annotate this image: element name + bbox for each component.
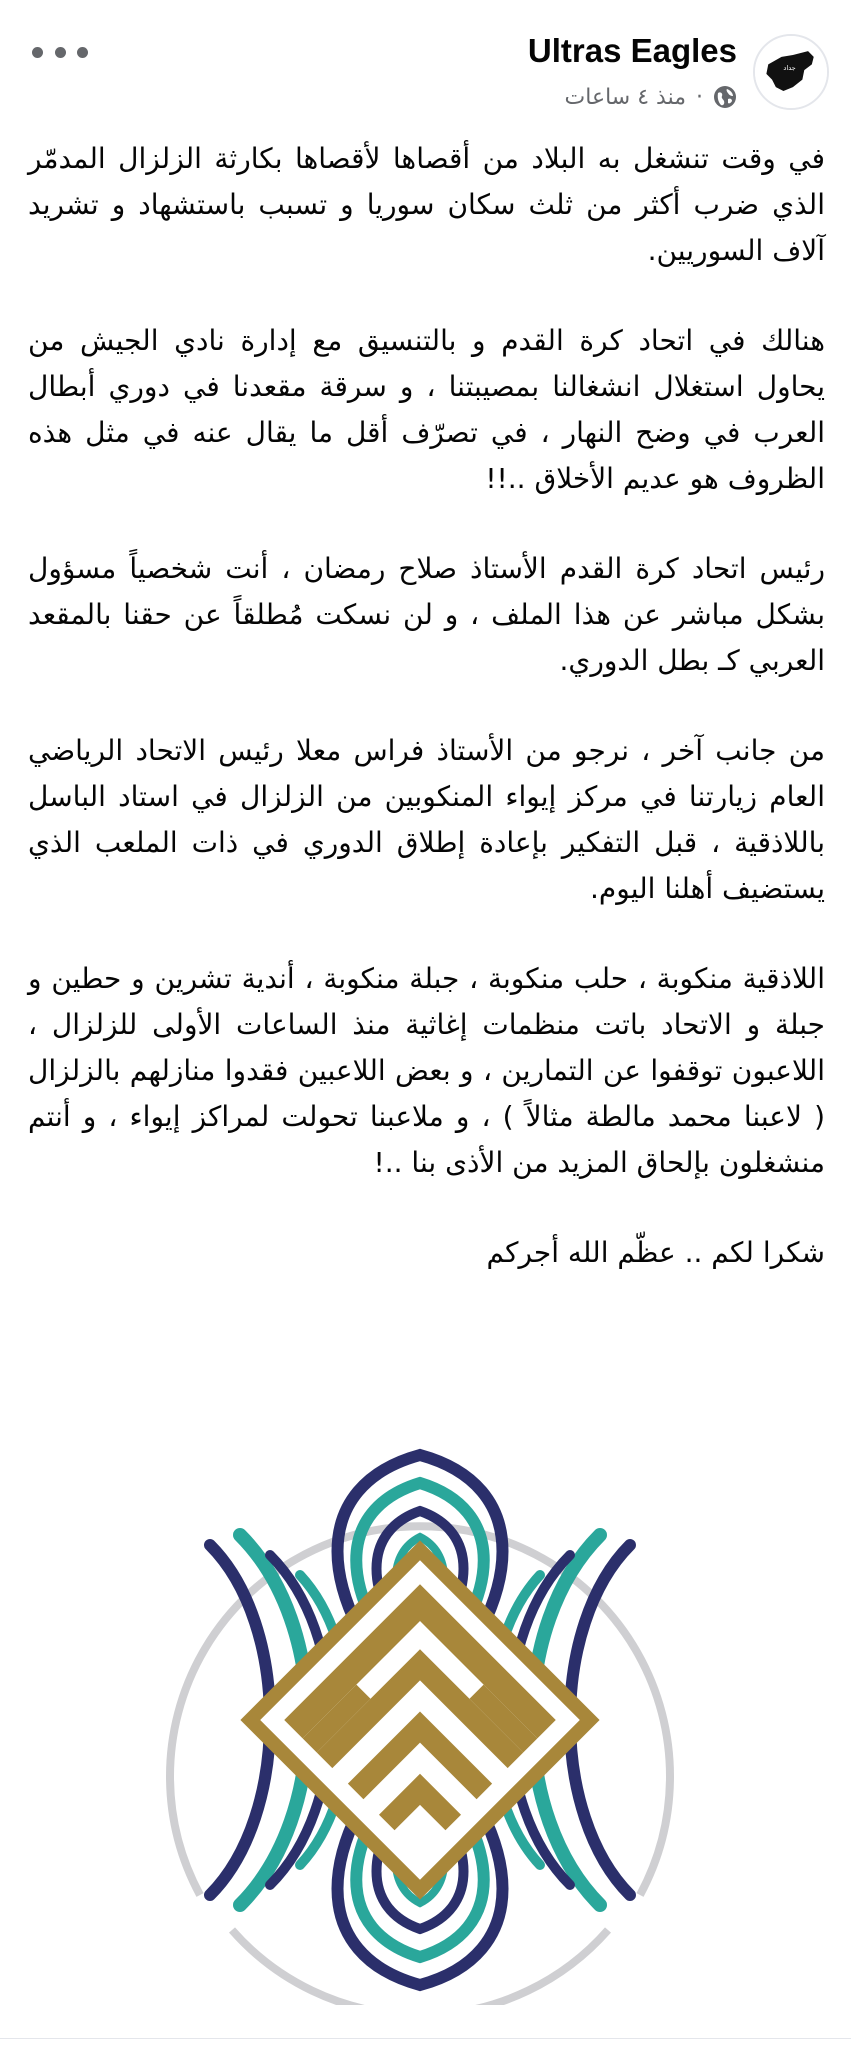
post-header	[0, 20, 851, 120]
post-paragraph: هنالك في اتحاد كرة القدم و بالتنسيق مع إدارة نادي الجيش من يحاول استغلال انشغالنا بمصيبتنا ، و سرقة مقعدنا في دوري أبطال العرب في وضح النهار ، في تصرّف أقل ما يقال عنه في مثل هذه الظروف هو عديم الأخلاق ..!!	[28, 324, 825, 495]
page-name[interactable]: Ultras Eagles	[527, 32, 737, 69]
post-meta	[565, 82, 737, 112]
globe-icon	[713, 85, 737, 109]
more-options-button[interactable]	[32, 32, 88, 72]
post-paragraph: شكرا لكم .. عظّم الله أجركم	[486, 1236, 825, 1269]
more-options-icon	[32, 47, 43, 58]
meta-separator: ·	[696, 84, 703, 110]
syria-map-icon	[755, 36, 827, 108]
post-paragraph: في وقت تنشغل به البلاد من أقصاها لأقصاها بكارثة الزلزال المدمّر الذي ضرب أكثر من ثلث سكان سوريا و تسبب باستشهاد و تشريد آلاف السوريين.	[28, 142, 825, 267]
post-time[interactable]: منذ ٤ ساعات	[564, 84, 686, 110]
avatar[interactable]	[753, 34, 829, 110]
post-paragraph: من جانب آخر ، نرجو من الأستاذ فراس معلا رئيس الاتحاد الرياضي العام زيارتنا في مركز إيواء المنكوبين من الزلزال في استاد الباسل باللاذقية ، قبل التفكير بإعادة إطلاق الدوري في ذات الملعب الذي يستضيف أهلنا اليوم.	[28, 734, 825, 905]
post-image[interactable]	[140, 1425, 700, 2005]
divider	[0, 2038, 851, 2039]
arab-champions-league-logo	[140, 1425, 700, 2005]
post-text	[28, 136, 825, 1276]
svg-text:جداد: جداد	[783, 64, 796, 73]
more-dot	[55, 47, 66, 58]
post-paragraph: اللاذقية منكوبة ، حلب منكوبة ، جبلة منكوبة ، أندية تشرين و حطين و جبلة و الاتحاد باتت منظمات إغاثية منذ الساعات الأولى للزلزال ، اللاعبون توقفوا عن التمارين ، و بعض اللاعبين فقدوا منازلهم بالزلزال ( لاعبنا محمد مالطة مثالاً ) ، و ملاعبنا تحولت لمراكز إيواء ، و أنتم منشغلون بإلحاق المزيد من الأذى بنا ..!	[28, 962, 825, 1179]
more-dot	[77, 47, 88, 58]
post-paragraph: رئيس اتحاد كرة القدم الأستاذ صلاح رمضان ، أنت شخصياً مسؤول بشكل مباشر عن هذا الملف ، و لن نسكت مُطلقاً عن حقنا بالمقعد العربي كـ بطل الدوري.	[28, 552, 825, 677]
